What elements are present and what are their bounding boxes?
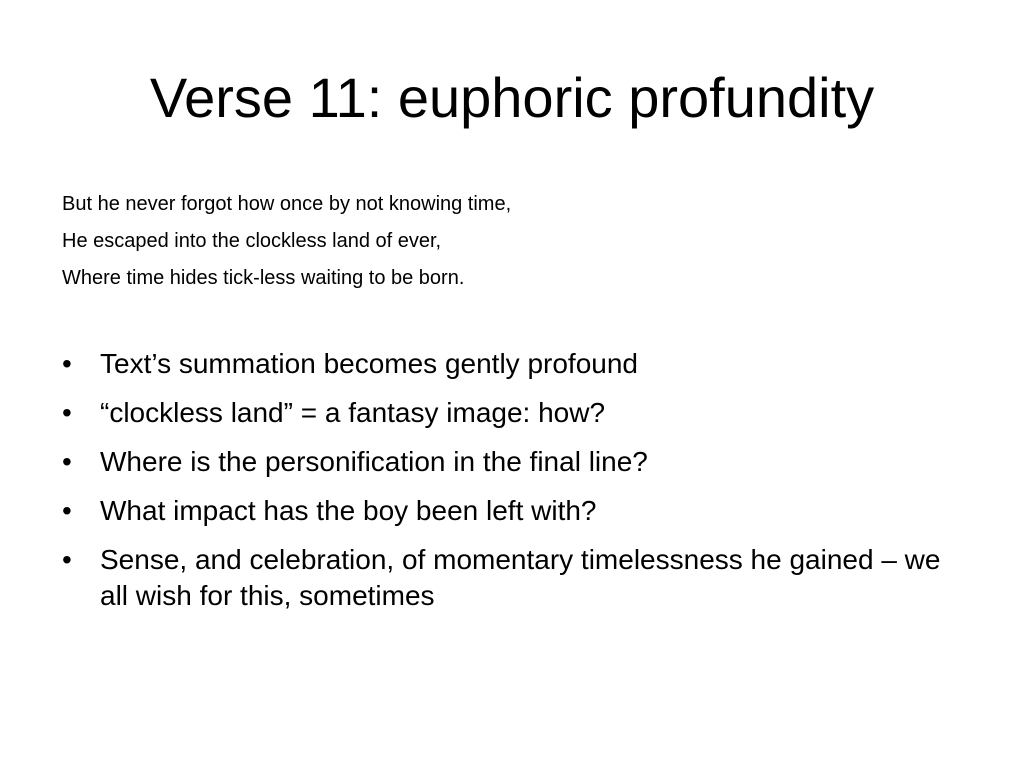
bullet-item	[62, 444, 962, 480]
bullet-item	[62, 493, 962, 529]
bullet-icon: •	[62, 348, 72, 379]
bullet-icon: •	[62, 495, 72, 526]
bullet-icon: •	[62, 397, 72, 428]
bullet-icon: •	[62, 544, 72, 575]
bullet-text: Where is the personification in the final line?	[100, 446, 648, 477]
bullet-text: Sense, and celebration, of momentary timelessness he gained – we all wish for this, sometimes	[100, 544, 941, 611]
bullet-item	[62, 346, 962, 382]
bullet-text: Text’s summation becomes gently profound	[100, 348, 638, 379]
verse-line: Where time hides tick-less waiting to be born.	[62, 267, 465, 289]
verse-line: He escaped into the clockless land of ever,	[62, 230, 442, 252]
verse-quote	[62, 186, 962, 297]
verse-line: But he never forgot how once by not knowing time,	[62, 193, 512, 215]
slide-title: Verse 11: euphoric profundity	[149, 66, 875, 129]
bullet-text: What impact has the boy been left with?	[100, 495, 597, 526]
bullet-icon: •	[62, 446, 72, 477]
bullet-item	[62, 542, 962, 614]
bullet-list	[62, 346, 962, 627]
bullet-text: “clockless land” = a fantasy image: how?	[100, 397, 606, 428]
bullet-item	[62, 395, 962, 431]
